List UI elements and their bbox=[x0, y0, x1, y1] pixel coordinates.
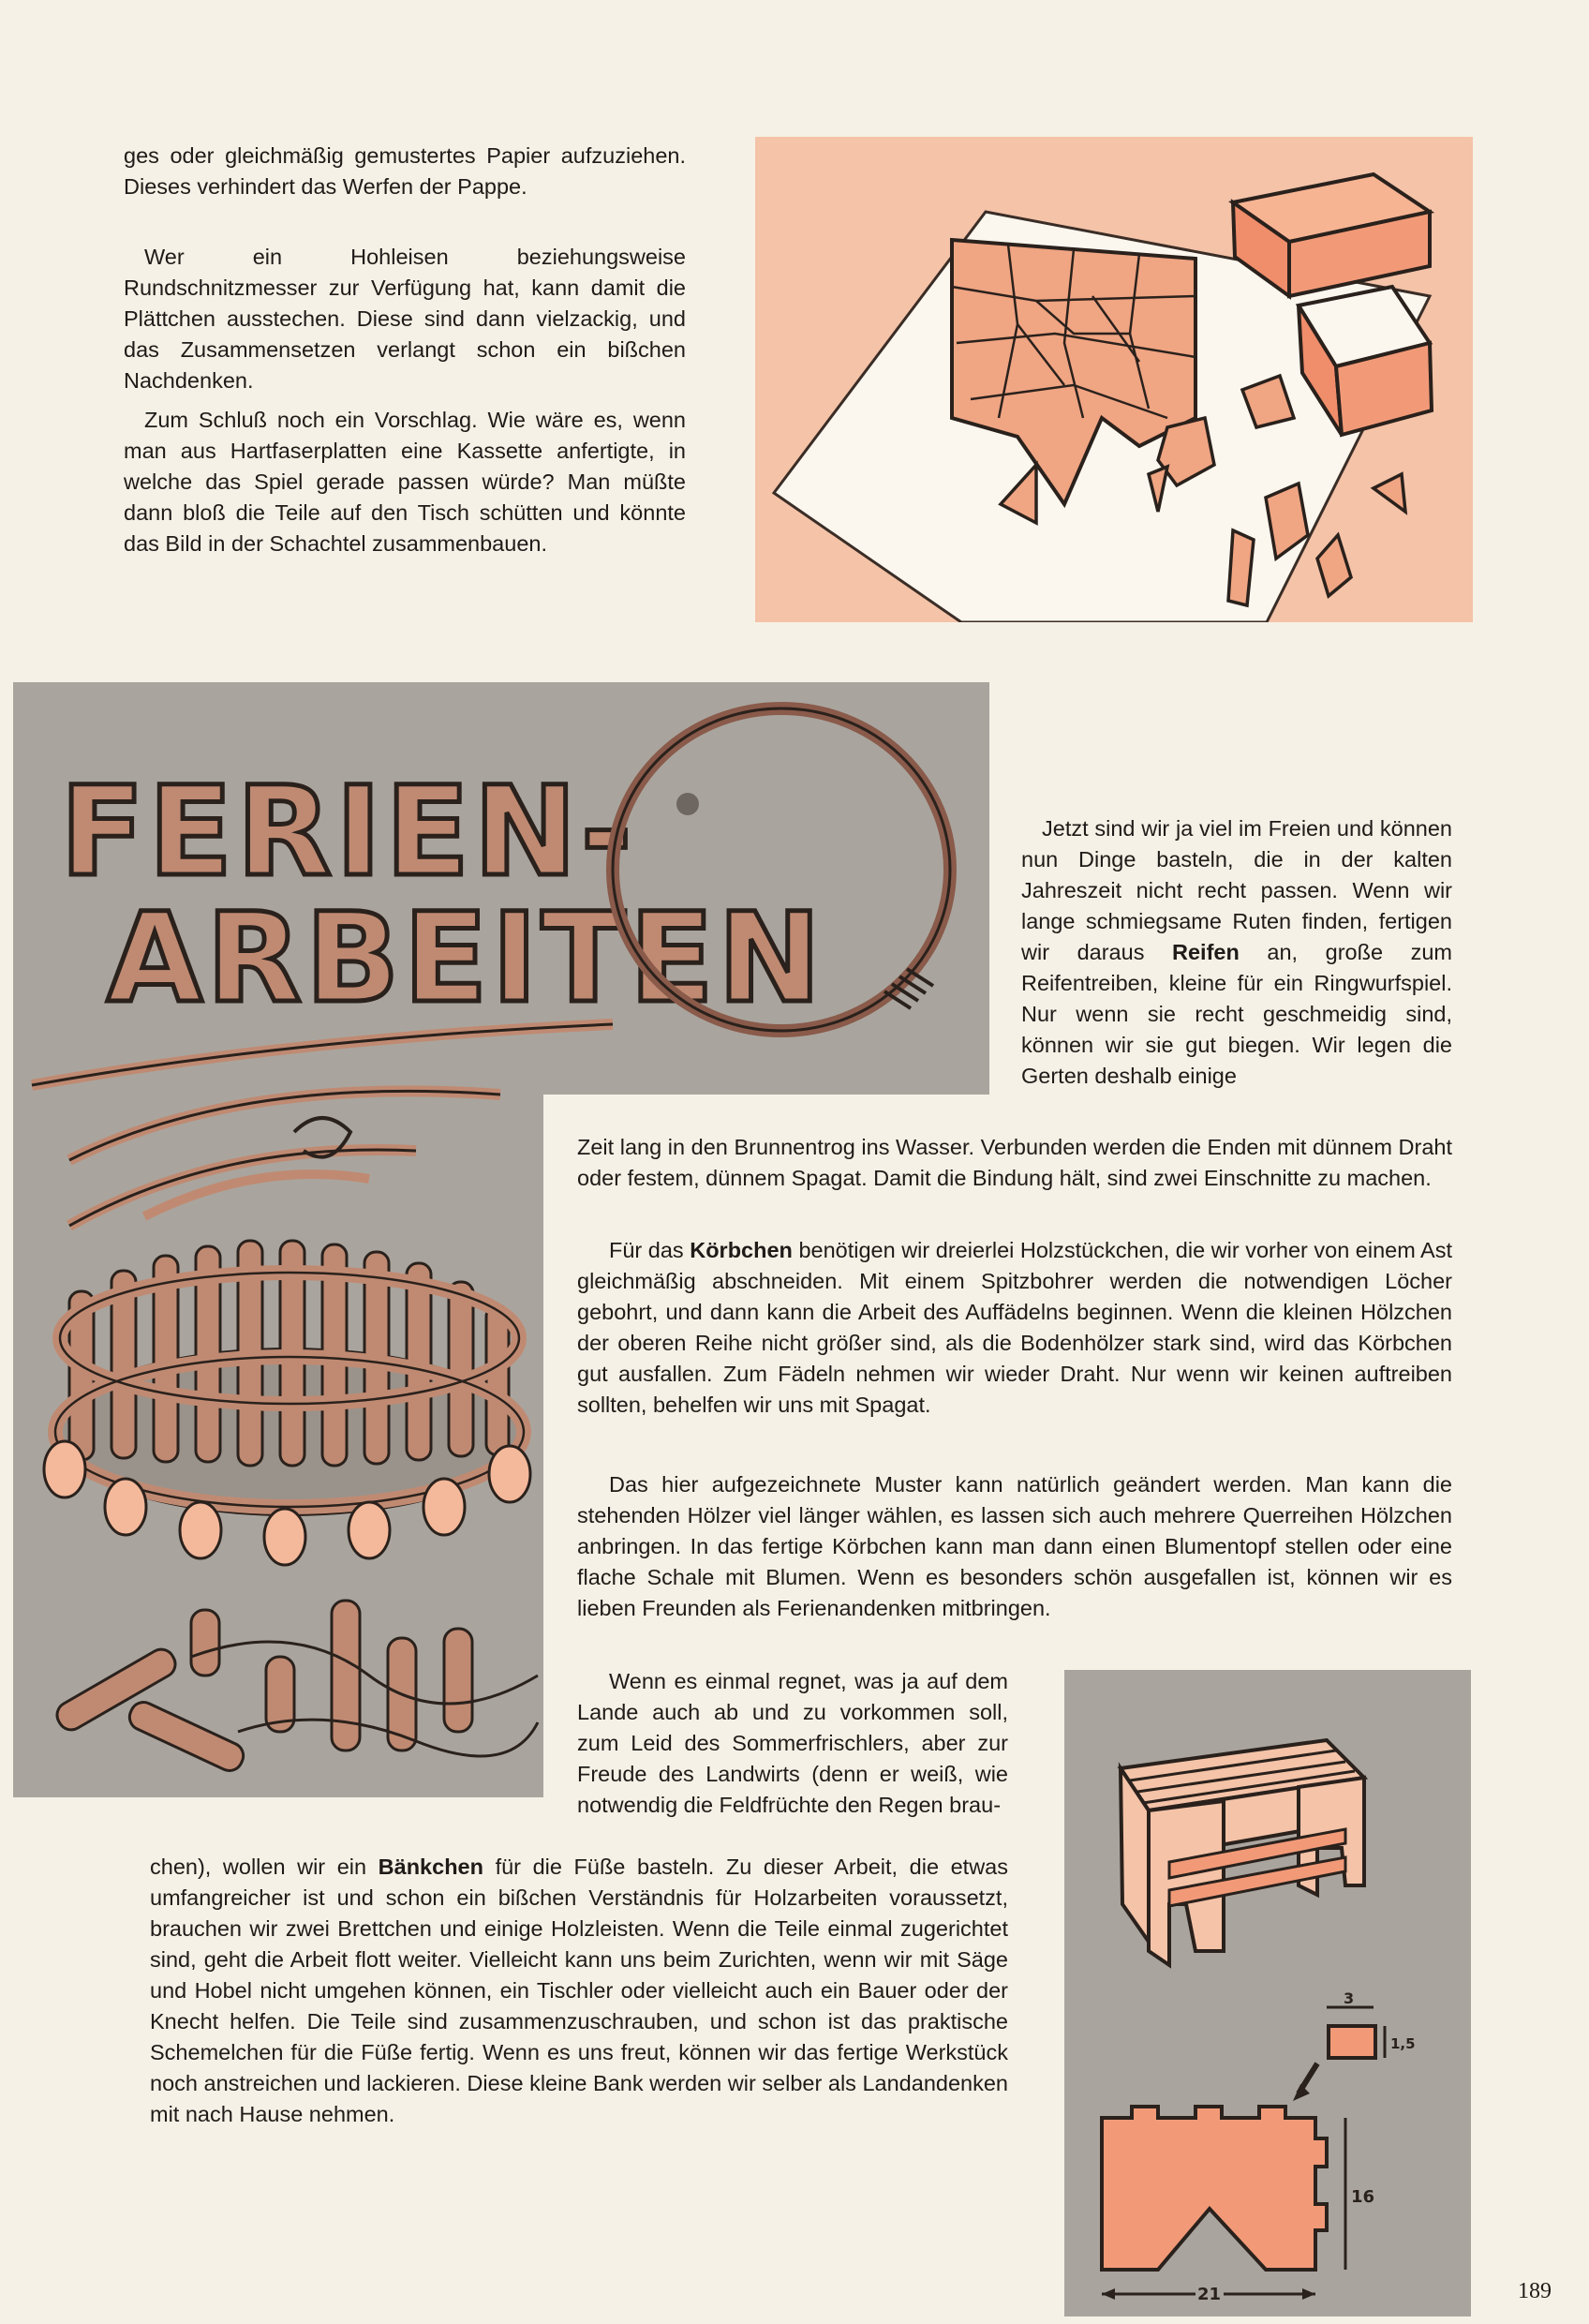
title-line-1: FERIEN- bbox=[60, 760, 636, 904]
dim-height-slat: 1,5 bbox=[1390, 2035, 1416, 2052]
page-number: 189 bbox=[1518, 2279, 1552, 2303]
ferien-paragraph-4-top: Wenn es einmal regnet, was ja auf dem Lande auch ab und zu vorkommen soll, zum Leid des Sommerfrischlers, aber zur Freude des Landwirts (denn er weiß, wie notwendig die Feldfrüchte den Regen brau- bbox=[577, 1669, 1008, 1817]
intro-paragraph-1: ges oder gleichmäßig gemustertes Papier aufzuziehen. Dieses verhindert das Werfen der Pappe. bbox=[124, 143, 686, 199]
intro-paragraph-3: Zum Schluß noch ein Vorschlag. Wie wäre es, wenn man aus Hartfaserplatten eine Kassette anfertigte, in welche das Spiel gerade passen würde? Man müßte dann bloß die Teile auf den Tisch schütten und könnte das Bild in der Schachtel zusammenbauen. bbox=[124, 408, 686, 556]
ferien-paragraph-2: Für das Körbchen benötigen wir dreierlei Holzstückchen, die wir vorher von einem Ast gleichmäßig abschneiden. Mit einem Spitzbohrer werden die notwendigen Löcher gebohrt, und dann kann die Arbeit des Auffädelns beginnen. Wenn die kleinen Hölzchen der oberen Reihe nicht größer sind, als die Bodenhölzer stark sind, wird das Körbchen gut ausfallen. Zum Fädeln nehmen wir wieder Draht. Nur wenn wir keinen auftreiben sollten, behelfen wir uns mit Spagat. bbox=[577, 1238, 1452, 1417]
puzzle-illustration bbox=[755, 137, 1473, 622]
dim-width-slat: 3 bbox=[1344, 1989, 1355, 2007]
bench-drawing bbox=[1064, 1670, 1471, 2317]
ferien-paragraph-1-top: Jetzt sind wir ja viel im Freien und können nun Dinge basteln, die in der kalten Jahreszeit nicht recht passen. Wenn wir lange schmiegsame Ruten finden, fertigen wir daraus Reifen an, große zum Reifentreiben, kleine für ein Ringwurfspiel. Nur wenn sie recht geschmeidig sind, können wir sie gut biegen. Wir legen die Gerten deshalb einige bbox=[1021, 816, 1452, 1088]
dim-height-side: 16 bbox=[1351, 2187, 1375, 2207]
title-line-2: ARBEITEN bbox=[107, 886, 825, 1031]
intro-paragraph-2: Wer ein Hohleisen beziehungsweise Rundschnitzmesser zur Verfügung hat, kann damit die Plättchen ausstechen. Diese sind dann vielzackig, und das Zusammensetzen verlangt schon ein bißchen Nachdenken. bbox=[124, 245, 686, 393]
puzzle-drawing bbox=[755, 137, 1473, 622]
ferien-paragraph-3: Das hier aufgezeichnete Muster kann natürlich geändert werden. Man kann die stehenden Hölzer viel länger wählen, es lassen sich auch mehrere Querreihen Hölzchen anbringen. In das fertige Körbchen kann man dann einen Blumentopf stellen oder eine flache Schale mit Blumen. Wenn es besonders schön ausgefallen ist, können wir es lieben Freunden als Ferienandenken mitbringen. bbox=[577, 1472, 1452, 1620]
dim-width-side: 21 bbox=[1197, 2285, 1222, 2304]
bench-illustration bbox=[1064, 1670, 1471, 2317]
ferien-paragraph-4-bottom: chen), wollen wir ein Bänkchen für die Füße basteln. Zu dieser Arbeit, die etwas umfangreicher ist und schon ein bißchen Verständnis für Holzarbeiten voraussetzt, brauchen wir zwei Brettchen und einige Holzleisten. Wenn die Teile einmal zugerichtet sind, geht die Arbeit flott weiter. Vielleicht kann uns beim Zurichten, wenn wir mit Säge und Hobel nicht umgehen können, ein Tischler oder vielleicht auch ein Bauer oder der Knecht helfen. Die Teile sind zusammenzuschrauben, und schon ist das praktische Schemelchen für die Füße fertig. Wenn es uns freut, können wir das fertige Werkstück noch anstreichen und lackieren. Diese kleine Bank werden wir selber als Landandenken mit nach Hause nehmen. bbox=[150, 1855, 1008, 2126]
ferien-paragraph-1-bottom: Zeit lang in den Brunnentrog ins Wasser. Verbunden werden die Enden mit dünnem Draht oder festem, dünnem Spagat. Damit die Bindung hält, sind zwei Einschnitte zu machen. bbox=[577, 1135, 1452, 1190]
